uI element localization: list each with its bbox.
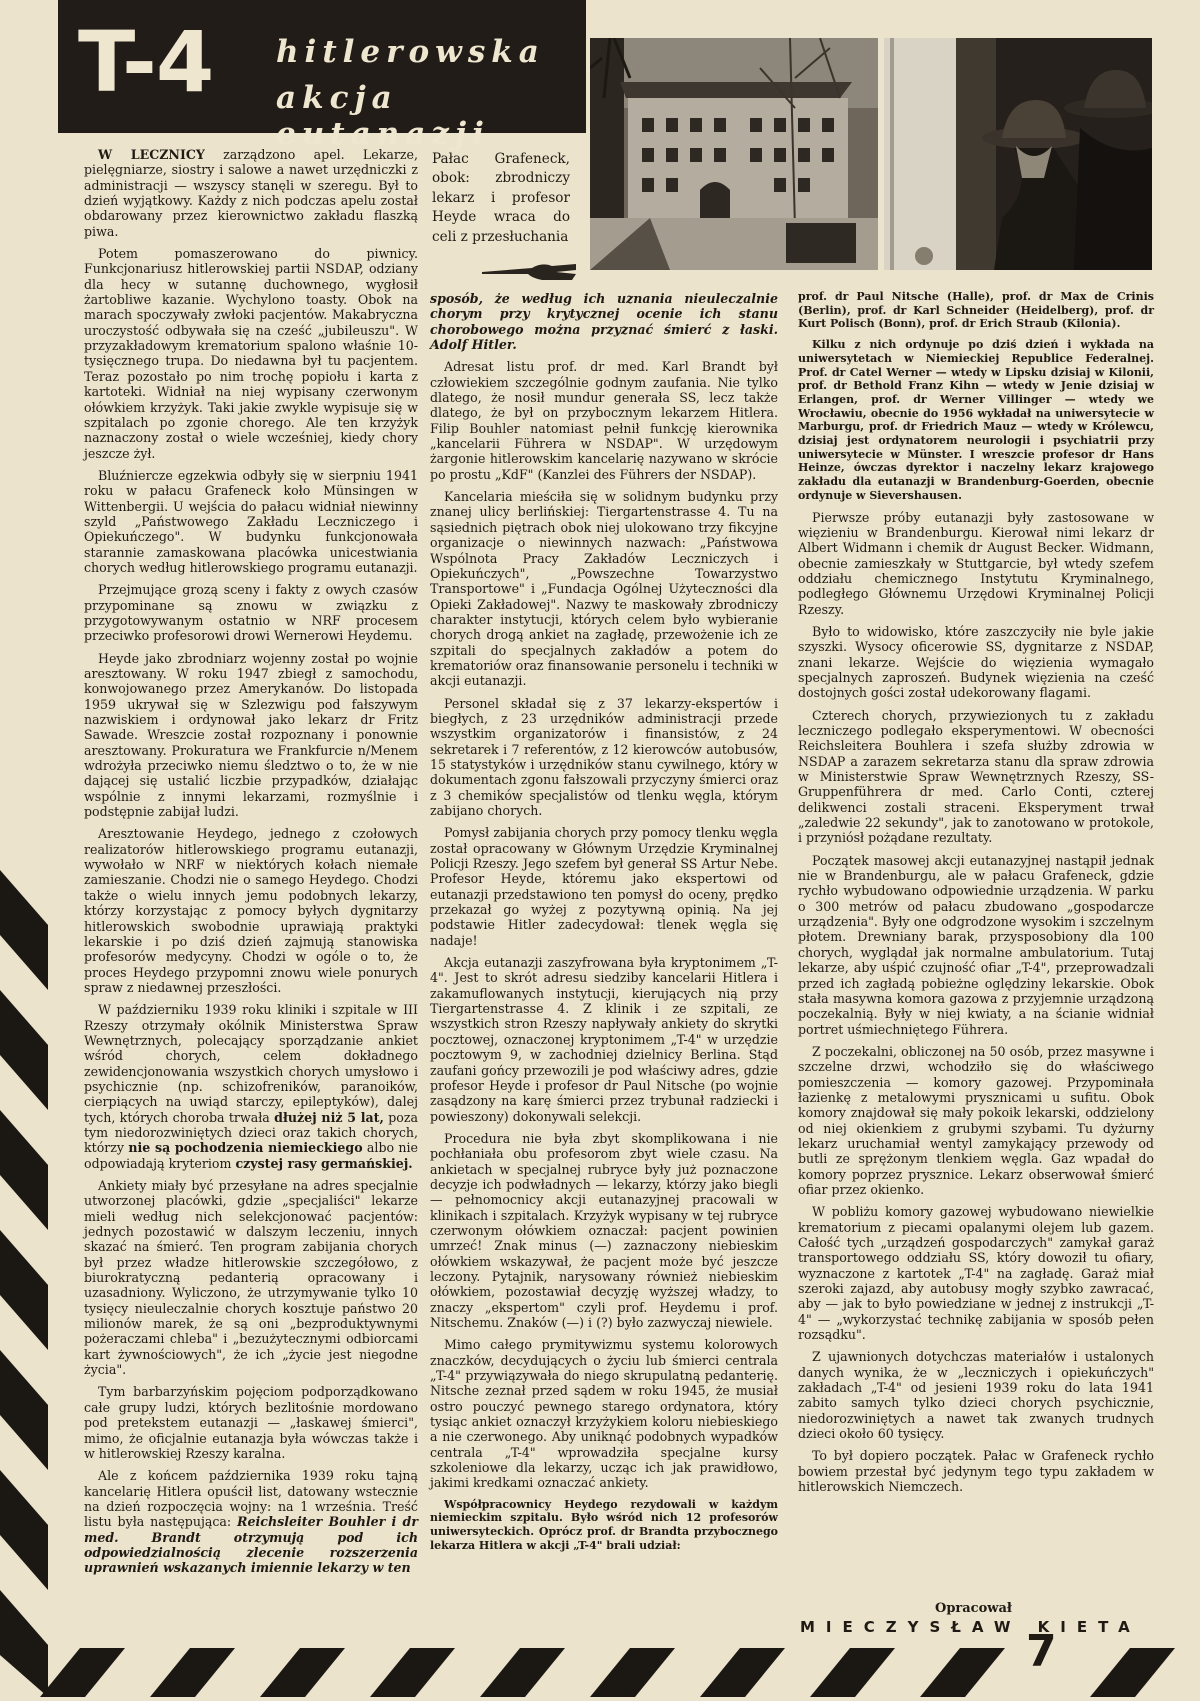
decorative-stripes-bottom	[0, 1648, 1200, 1697]
article-paragraph	[84, 1468, 418, 1575]
title-subtitle-line2: akcja eutanazji	[276, 80, 490, 152]
article-paragraph: Personel składał się z 37 lekarzy-ekspertów i biegłych, z 23 urzędników administracji przede wszystkim organizatorów i finansistów, z 24 sekretarek i 7 referentów, z 12 kierowców autobusów, 15 statystyków i urzędników stanu cywilnego, który w dokumentach zgonu fałszowali przyczyny śmierci oraz z 3 chemików specjalistów od tlenku węgla, którym zabijano chorych.	[430, 695, 778, 818]
lead-in: W LECZNICY	[98, 147, 205, 162]
bold-phrase: dłużej niż 5 lat,	[274, 1109, 384, 1125]
article-paragraph: Mimo całego prymitywizmu systemu kolorowych znaczków, decydujących o życiu lub śmierci centrala „T-4" przywiązywała do niego skrupulatną pedanterię. Nitsche zeznał przed sądem w roku 1945, że musiał ostro pouczyć pewnego starego ordynatora, który tysiąc ankiet oznaczył krzyżykiem koloru niebieskiego a nie czerwonego. Aby uniknąć podobnych wypadków centrala „T-4" wprowadziła specjalne kursy szkoleniowe dla lekarzy, ucząc ich jak prawidłowo, jakimi kredkami oznaczać ankiety.	[430, 1337, 778, 1491]
article-paragraph: Z ujawnionych dotychczas materiałów i ustalonych danych wynika, że w „leczniczych i opiekuńczych" zakładach „T-4" od jesieni 1939 roku do lata 1941 zabito samych tylko dzieci chorych psychicznie, niedorozwiniętych a nawet tak zwanych trudnych dzieci około 60 tysięcy.	[798, 1349, 1154, 1442]
article-column-1	[84, 147, 418, 1576]
author-label: Opracował	[935, 1601, 1012, 1616]
article-paragraph-small: Współpracownicy Heydego rezydowali w każdym niemieckim szpitalu. Było wśród nich 12 profesorów uniwersyteckich. Oprócz prof. dr Brandta przybocznego lekarza Hitlera w akcji „T-4" brali udział:	[430, 1497, 778, 1552]
article-paragraph	[84, 147, 418, 239]
paragraph-text: W październiku 1939 roku kliniki i szpitale w III Rzeszy otrzymały okólnik Ministerstwa Spraw Wewnętrznych, polecający sporządzanie ankiet wśród chorych, celem dokładnego zewidencjonowania wszystkich chorych umysłowo i psychicznie (np. schizofreników, paranoików, cierpiących na uwiąd starczy, epileptyków), dalej tych, których choroba trwała	[84, 1002, 418, 1125]
article-paragraph: Adresat listu prof. dr med. Karl Brandt był człowiekiem szczególnie godnym zaufania. Nie tylko dlatego, że nosił mundur generała SS, lecz także dlatego, że był on przybocznym lekarzem Hitlera. Filip Bouhler natomiast pełnił funkcję kierownika „kancelarii Führera w NSDAP". W urzędowym żargonie hitlerowskim kancelarię nazywano w skrócie po prostu „KdF" (Kanzlei des Führers der NSDAP).	[430, 359, 778, 482]
article-paragraph: Pomysł zabijania chorych przy pomocy tlenku węgla został opracowany w Głównym Urzędzie Kryminalnej Policji Rzeszy. Jego szefem był generał SS Artur Nebe. Profesor Heyde, któremu jako ekspertowi od eutanazji przedstawiono ten pomysł do oceny, prędko przekazał go wyżej z pozytywną opinią. Na jej podstawie Hitler zadecydował: tlenek węgla się nadaje!	[430, 825, 778, 948]
paragraph-text: poza tym niedorozwiniętych dzieci oraz takich chorych, którzy	[84, 1109, 419, 1156]
letter-quote: Reichsleiter Bouhler i dr med. Brandt otrzymują pod ich odpowiedzialnością zlecenie rozszerzenia uprawnień wskazanych imiennie lekarzy w ten	[84, 1514, 418, 1576]
article-paragraph-small: prof. dr Paul Nitsche (Halle), prof. dr Max de Crinis (Berlin), prof. dr Karl Schneider (Heidelberg), prof. dr Kurt Polisch (Bonn), prof. dr Erich Straub (Kilonia).	[798, 290, 1154, 331]
article-paragraph: Potem pomaszerowano do piwnicy. Funkcjonariusz hitlerowskiej partii NSDAP, odziany dla hecy w sutannę duchownego, wygłosił żartobliwe kazanie. Wychylono toasty. Obok na marach spoczywały zwłoki pacjentów. Makabryczna uroczystość odbywała się na cześć „jubileuszu". W przyzakładowym krematorium spalono właśnie 10-tysięcznego trupa. Do niedawna był tu pacjentem. Teraz pozostało po nim trochę popiołu i karta z kartoteki. Widniał na niej wypisany czerwonym ołówkiem krzyżyk. Taki jakie zwykle wypisuje się w szpitalach po zgonie chorego. Ale ten krzyżyk naznaczony został o wiele wcześniej, kiedy chory jeszcze żył.	[84, 246, 418, 461]
article-paragraph	[84, 1002, 418, 1171]
article-paragraph: Tym barbarzyńskim pojęciom podporządkowano całe grupy ludzi, których bezlitośnie mordowano pod pretekstem eutanazji — „łaskawej śmierci", mimo, że oficjalnie eutanazja była wówczas także i w hitlerowskiej Rzeszy karalna.	[84, 1384, 418, 1461]
article-paragraph: Aresztowanie Heydego, jednego z czołowych realizatorów hitlerowskiego programu eutanazji, wywołało w NRF w niektórych kołach niemałe zamieszanie. Chodzi nie o samego Heydego. Chodzi także o wielu innych jemu podobnych lekarzy, którzy korzystając z pomocy byłych dygnitarzy hitlerowskich swobodnie uprawiają praktyki lekarskie i po dziś dzień zajmują stanowiska profesorów medycyny. Chodzi w ogóle o to, że proces Heydego przypomni znowu wiele ponurych spraw z niedawnej przeszłości.	[84, 826, 418, 995]
article-paragraph: W pobliżu komory gazowej wybudowano niewielkie krematorium z piecami opalanymi olejem lub gazem. Całość tych „urządzeń gospodarczych" zamykał garaż transportowego oddziału SS, który dowoził tu ofiary, wyznaczone z kartotek „T-4" na zagładę. Garaż miał szeroki zajazd, aby autobusy mogły szybko zawracać, aby — jak to było powiedziane w jednej z instrukcji „T-4" — „wykorzystać technikę zabijania w sposób pełen rozsądku".	[798, 1204, 1154, 1343]
article-paragraph: Ankiety miały być przesyłane na adres specjalnie utworzonej placówki, gdzie „specjaliści" lekarze mieli według nich selekcjonować pacjentów: jednych pozostawić w dalszym leczeniu, innych skazać na śmierć. Ten program zabijania chorych był przez władze hitlerowskie szczegółowo, z biurokratyczną pedanterią opracowany i uzasadniony. Wyliczono, że utrzymywanie tylko 10 tysięcy nieuleczalnie chorych kosztuje państwo 20 milionów marek, że są oni „bezproduktywnymi pożeraczami chleba" i „bezużytecznymi odbiorcami kart żywnościowych", że ich „życie jest niegodne życia".	[84, 1178, 418, 1378]
article-paragraph: Bluźniercze egzekwia odbyły się w sierpniu 1941 roku w pałacu Grafeneck koło Münsingen w Wittenbergii. U wejścia do pałacu widniał niewinny szyld „Państwowego Zakładu Leczniczego i Opiekuńczego". W budynku funkcjonowała starannie zamaskowana placówka unicestwiania chorych według hitlerowskiego programu eutanazji.	[84, 467, 418, 575]
heyde-photo	[884, 38, 1152, 270]
title-code: T-4	[78, 13, 214, 111]
title-subtitle-line1: hitlerowska	[276, 34, 545, 70]
article-column-3	[798, 290, 1154, 1495]
paragraph-text: Ale z końcem października 1939 roku tajną kancelarię Hitlera opuścił list, datowany wstecznie na dzień rozpoczęcia wojny: na 1 września. Treść listu była następująca:	[84, 1468, 418, 1530]
article-paragraph: Z poczekalni, obliczonej na 50 osób, przez masywne i szczelne drzwi, wchodziło się do właściwego pomieszczenia — komory gazowej. Przypominała łazienkę z metalowymi prysznicami u sufitu. Obok komory znajdował się mały pokoik lekarski, oddzielony od niej okienkiem z grubymi szybami. Tu dyżurny lekarz uruchamiał wentyl zamykający przewody od butli ze sprężonym tlenkiem węgla. Gaz wpadał do komory poprzez prysznice. Lekarz obserwował śmierć ofiar przez okienko.	[798, 1043, 1154, 1197]
title-block	[58, 0, 586, 152]
page-number: 7	[1026, 1626, 1057, 1677]
paragraph-text: zarządzono apel. Lekarze, pielęgniarze, siostry i salowe a nawet urzędniczki z administracji — wszyscy stanęli w szeregu. Był to dzień wyjątkowy. Każdy z nich podczas apelu został obdarowany przez kierownictwo zakładu flaszką piwa.	[84, 147, 418, 239]
article-paragraph: Przejmujące grozą sceny i fakty z owych czasów przypominane są znowu w związku z przygotowywanym ostatnio w NRF procesem przeciwko profesorowi drowi Wernerowi Heydemu.	[84, 582, 418, 644]
article-paragraph: To był dopiero początek. Pałac w Grafeneck rychło bowiem przestał być jedynym tego typu zakładem w hitlerowskich Niemczech.	[798, 1448, 1154, 1495]
article-paragraph: Heyde jako zbrodniarz wojenny został po wojnie aresztowany. W roku 1947 zbiegł z samochodu, konwojowanego przez Amerykanów. Do listopada 1959 ukrywał się w Szlezwigu pod fałszywym nazwiskiem i ordynował jako lekarz dr Fritz Sawade. Wreszcie został rozpoznany i ponownie aresztowany. Prokuratura we Frankfurcie n/Menem wdrożyła przeciwko niemu śledztwo o to, że w nie dającej się ustalić liczbie przypadków, działając wspólnie z innymi lekarzami, rozmyślnie i podstępnie zabijał ludzi.	[84, 650, 418, 820]
paragraph-text: albo nie odpowiadają kryteriom	[84, 1140, 418, 1171]
article-paragraph: Początek masowej akcji eutanazyjnej nastąpił jednak nie w Brandenburgu, ale w pałacu Grafeneck, gdzie rychło wybudowano odpowiednie urządzenia. W parku o 300 metrów od pałacu zbudowano „gospodarcze urządzenia". Były one odgrodzone wysokim i szczelnym płotem. Drewniany barak, przysposobiony dla 100 chorych, wyglądał jak normalne ambulatorium. Tutaj lekarze, aby uśpić czujność ofiar „T-4", przeprowadzali przed ich zagładą pobieżne oględziny lekarskie. Obok stała masywna komora gazowa z przyjemnie urządzoną poczekalnią. Były w niej kwiaty, a na ścianie widniał portret uśmiechniętego Führera.	[798, 852, 1154, 1037]
bold-phrase: czystej rasy germańskiej.	[235, 1155, 413, 1171]
palace-photo	[590, 38, 878, 270]
article-paragraph-small: Kilku z nich ordynuje po dziś dzień i wykłada na uniwersytetach w Niemieckiej Republice Federalnej. Prof. dr Catel Werner — wtedy w Lipsku dzisiaj w Kilonii, prof. dr Bethold Franz Kihn — wtedy w Jenie dzisiaj w Erlangen, prof. dr Werner Villinger — wtedy we Wrocławiu, obecnie do 1956 wykładał na uniwersytecie w Marburgu, prof. dr Friedrich Mauz — wtedy w Królewcu, dzisiaj jest ordynatorem neurologii i psychiatrii przy uniwersytecie w Münster. I wreszcie profesor dr Hans Heinze, ówczas dyrektor i naczelny lekarz krajowego zakładu dla eutanazji w Brandenburg-Goerden, obecnie ordynuje w Sievershausen.	[798, 338, 1154, 502]
hand-pointer-icon	[482, 260, 578, 288]
decorative-stripes-left	[0, 870, 48, 1697]
article-paragraph: Pierwsze próby eutanazji były zastosowane w więzieniu w Brandenburgu. Kierował nimi lekarz dr Albert Widmann i chemik dr August Becker. Widmann, obecnie zamieszkały w Stuttgarcie, był wtedy szefem oddziału chemicznego Instytutu Kryminalnego, podległego Głównemu Urzędowi Kryminalnej Policji Rzeszy.	[798, 509, 1154, 617]
bold-phrase: nie są pochodzenia niemieckiego	[128, 1140, 363, 1156]
article-paragraph: Procedura nie była zbyt skomplikowana i nie pochłaniała obu profesorom zbyt wiele czasu. Na ankietach w specjalnej rubryce były już poznaczone decyzje ich podwładnych — lekarzy, którzy jako biegli — pełnomocnicy akcji eutanazyjnej pracowali w klinikach i szpitalach. Krzyżyk wypisany w tej rubryce czerwonym ołówkiem oznaczał: pacjent powinien umrzeć! Znak minus (—) zaznaczony niebieskim ołówkiem wskazywał, że pacjent może być jeszcze leczony. Pytajnik, narysowany również niebieskim ołówkiem, pozostawiał decyzję wyższej władzy, to znaczy „ekspertom" czyli prof. Heydemu i prof. Nitschemu. Znaków (—) i (?) było zazwyczaj niewiele.	[430, 1130, 778, 1330]
article-paragraph: Czterech chorych, przywiezionych tu z zakładu leczniczego podlegało eksperymentowi. W obecności Reichsleitera Bouhlera i szefa służby zdrowia w NSDAP a zarazem sekretarza stanu dla spraw zdrowia w Ministerstwie Spraw Wewnętrznych Rzeszy, SS-Gruppenführera dr med. Carlo Conti, czterej delikwenci zostali straceni. Eksperyment trwał „zaledwie 22 sekundy", jak to zanotowano w protokole, i przyniósł pożądane rezultaty.	[798, 707, 1154, 846]
article-paragraph: Kancelaria mieściła się w solidnym budynku przy znanej ulicy berlińskiej: Tiergartenstrasse 4. Tu na sąsiednich piętrach obok niej ulokowano trzy fikcyjne organizacje o niewinnych nazwach: „Państwowa Wspólnota Pracy Zakładów Leczniczych i Opiekuńczych", „Powszechne Towarzystwo Transportowe" i „Fundacja Ogólnej Użyteczności dla Opieki Zakładowej". Nazwy te maskowały zbrodniczy charakter instytucji, których celem było wybieranie chorych drogą ankiet na zagładę, przewożenie ich ze szpitali do specjalnych zakładów a potem do krematoriów oraz finansowanie personelu i techniki w akcji eutanazji.	[430, 489, 778, 689]
article-paragraph: Było to widowisko, które zaszczyciły nie byle jakie szyszki. Wysocy oficerowie SS, dygnitarze z NSDAP, znani lekarze. Wejście do więzienia wymagało specjalnych zaproszeń. Budynek więzienia na cześć dostojnych gości został udekorowany flagami.	[798, 623, 1154, 701]
article-column-2	[430, 291, 778, 1553]
author-name: MIECZYSŁAW KIETA	[800, 1618, 1141, 1636]
article-paragraph: Akcja eutanazji zaszyfrowana była kryptonimem „T-4". Jest to skrót adresu siedziby kancelarii Hitlera i zakamuflowanych instytucji, kierujących nią przy Tiergartenstrasse 4. Z klinik i ze szpitali, ze wszystkich stron Rzeszy napływały ankiety do skrytki pocztowej, oznaczonej kryptonimem „T-4" w urzędzie pocztowym 9, w zachodniej dzielnicy Berlina. Stąd zaufani gońcy przewozili je pod właściwy adres, gdzie profesor Heyde i profesor dr Paul Nitsche (po wojnie zasądzony na karę śmierci przez trybunał radziecki i powieszony) dokonywali selekcji.	[430, 955, 778, 1124]
letter-quote-continued: sposób, że według ich uznania nieuleczalnie chorym przy krytycznej ocenie ich stanu chorobowego można przyznać śmierć z łaski. Adolf Hitler.	[430, 291, 778, 353]
photo-caption: Pałac Grafeneck, obok: zbrodniczy lekarz i profesor Heyde wraca do celi z przesłuchania	[432, 151, 570, 245]
